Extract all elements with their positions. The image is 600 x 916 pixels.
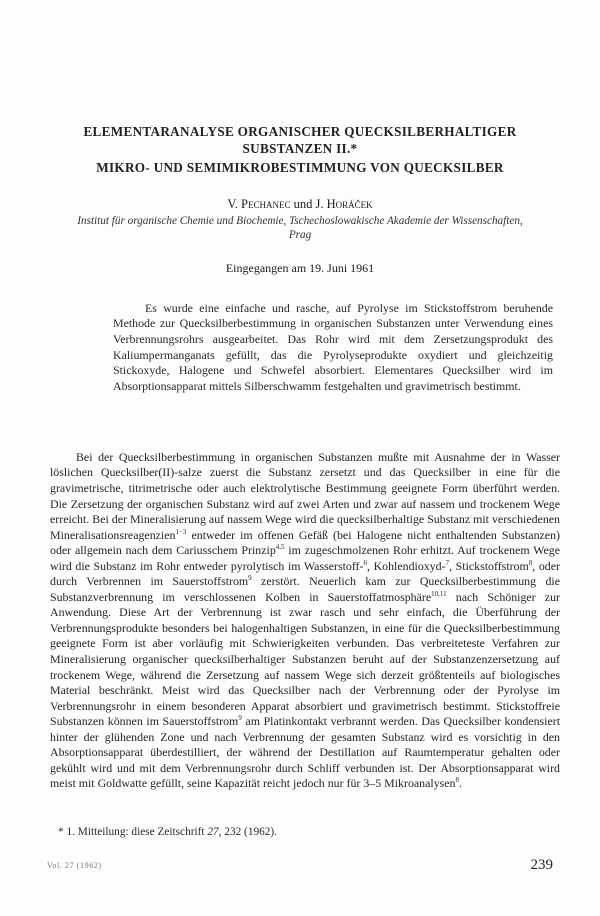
author-conjunction: und (293, 197, 313, 211)
article-title-line-1: ELEMENTARANALYSE ORGANISCHER QUECKSILBERHALTIGER (83, 124, 517, 139)
footnote-volume: 27 (207, 826, 219, 838)
reference-marker: 9 (238, 714, 242, 723)
body-paragraph (50, 450, 560, 792)
body-text: entweder im offenen Gefäß (bei Halogene nicht enthaltenden Substanzen) oder allgemein nach dem Cariusschem Prinzip (50, 527, 560, 558)
page-number: 239 (530, 857, 553, 873)
author-1: V. Pechanec (227, 197, 291, 211)
reference-marker: 1−3 (175, 527, 187, 536)
article-title-line-2: SUBSTANZEN II.* (242, 141, 358, 156)
footnote-text: * 1. Mitteilung: diese Zeitschrift (58, 826, 208, 838)
received-date: Eingegangen am 19. Juni 1961 (225, 261, 375, 275)
abstract: Es wurde eine einfache und rasche, auf Pyrolyse im Stickstoffstrom beruhende Methode zur Quecksilberbestimmung in organischen Substanzen unter Verwendung eines Verbrennungsrohrs ausgearbeitet. Das Rohr wird mit dem Zersetzungsprodukt des Kaliumpermanganats gefüllt, das die Pyrolyseprodukte oxydiert und gleichzeitig Stickoxyde, Halogene und Schwefel absorbiert. Elementares Quecksilber wird im Absorptionsapparat mittels Silberschwamm festgehalten und gravimetrisch bestimmt. (113, 300, 553, 393)
body-text: , oder durch Verbrennen im Sauerstoffstrom (50, 558, 560, 589)
article-subtitle: MIKRO- UND SEMIMIKROBESTIMMUNG VON QUECKSILBER (96, 160, 504, 175)
author-line (40, 197, 560, 212)
body-text: . (458, 776, 462, 791)
reference-marker: 8 (528, 558, 533, 567)
body-text: im zugeschmolzenen Rohr erhitzt. Auf trockenem Wege wird die Substanz im Rohr entweder pyrolytisch im Wasserstoff- (50, 543, 561, 573)
footnote (58, 826, 277, 838)
body-text: , Kohlendioxyd- (366, 558, 446, 573)
reference-marker: 4,5 (275, 543, 285, 552)
body-text: nach Schöniger zur Anwendung. Diese Art der Verbrennung ist zwar rasch und sehr einfach, die Überführung der Verbrennungsprodukte besonders bei halogenhaltigen Substanzen, in eine für die Quecksilberbestimmung geeignete Form ist aber vorläufig mit Schwierigkeiten verbunden. Das verbreiteteste Verfahren zur Mineralisierung organischer quecksilberhaltiger Substanzen beruht auf der Substanzenzersetzung auf trockenem Wege, während die Zersetzung auf nassem Wege sich derzeit größtenteils auf biologisches Material beschränkt. Meist wird das Quecksilber nach der Verbrennung oder der Pyrolyse im Verbrennungsrohr in einem besonderen Apparat absorbiert und gravimetrisch bestimmt. Stickstoffreie Substanzen können im Sauerstoffstrom (50, 589, 560, 729)
reference-marker: 6 (363, 558, 367, 567)
reference-marker: 8 (455, 776, 459, 785)
body-text: zerstört. Neuerlich kam zur Quecksilberbestimmung die Substanzverbrennung im verschlossenen Kolben in Sauerstoffatmosphäre (50, 574, 560, 604)
footnote-text-end: , 232 (1962). (218, 826, 278, 838)
body-text: am Platinkontakt verbrannt werden. Das Quecksilber kondensiert hinter der glühenden Zone und nach Verbrennung der gesamten Substanz wird es vorsichtig in den Absorptionsapparat überdestilliert, der während der Destillation auf Raumtemperatur gehalten oder gekühlt wird und mit dem Verbrennungsrohr durch Schliff verbunden ist. Der Absorptionsapparat wird meist mit Goldwatte gefüllt, seine Kapazität reicht jedoch nur für 3–5 Mikroanalysen (50, 714, 560, 791)
body-text: Bei der Quecksilberbestimmung in organischen Substanzen mußte mit Ausnahme der in Wasser löslichen Quecksilber(II)-salze zuerst die Substanz zersetzt und das Quecksilber in eine für die gravimetrische, titrimetrische oder auch elektrolytische Bestimmung geeignete Form überführt werden. Die Zersetzung der organischen Substanz wird auf zwei Arten und zwar auf nassem und trockenem Wege erreicht. Bei der Mineralisierung auf nassem Wege wird die quecksilberhaltige Substanz mit verschiedenen Mineralisationsreagenzien (50, 449, 560, 542)
institution (38, 214, 562, 242)
reference-marker: 9 (248, 574, 252, 583)
running-footer: Vol. 27 (1962) (47, 861, 102, 870)
reference-marker: 7 (445, 558, 450, 567)
author-2: J. Horáček (315, 197, 373, 211)
body-text: , Stickstoffstrom (449, 558, 529, 573)
reference-marker: 10,11 (431, 589, 447, 598)
institution-line-1: Institut für organische Chemie und Biochemie, Tschechoslowakische Akademie der Wissenschaften, (77, 215, 523, 227)
institution-city: Prag (288, 229, 312, 241)
